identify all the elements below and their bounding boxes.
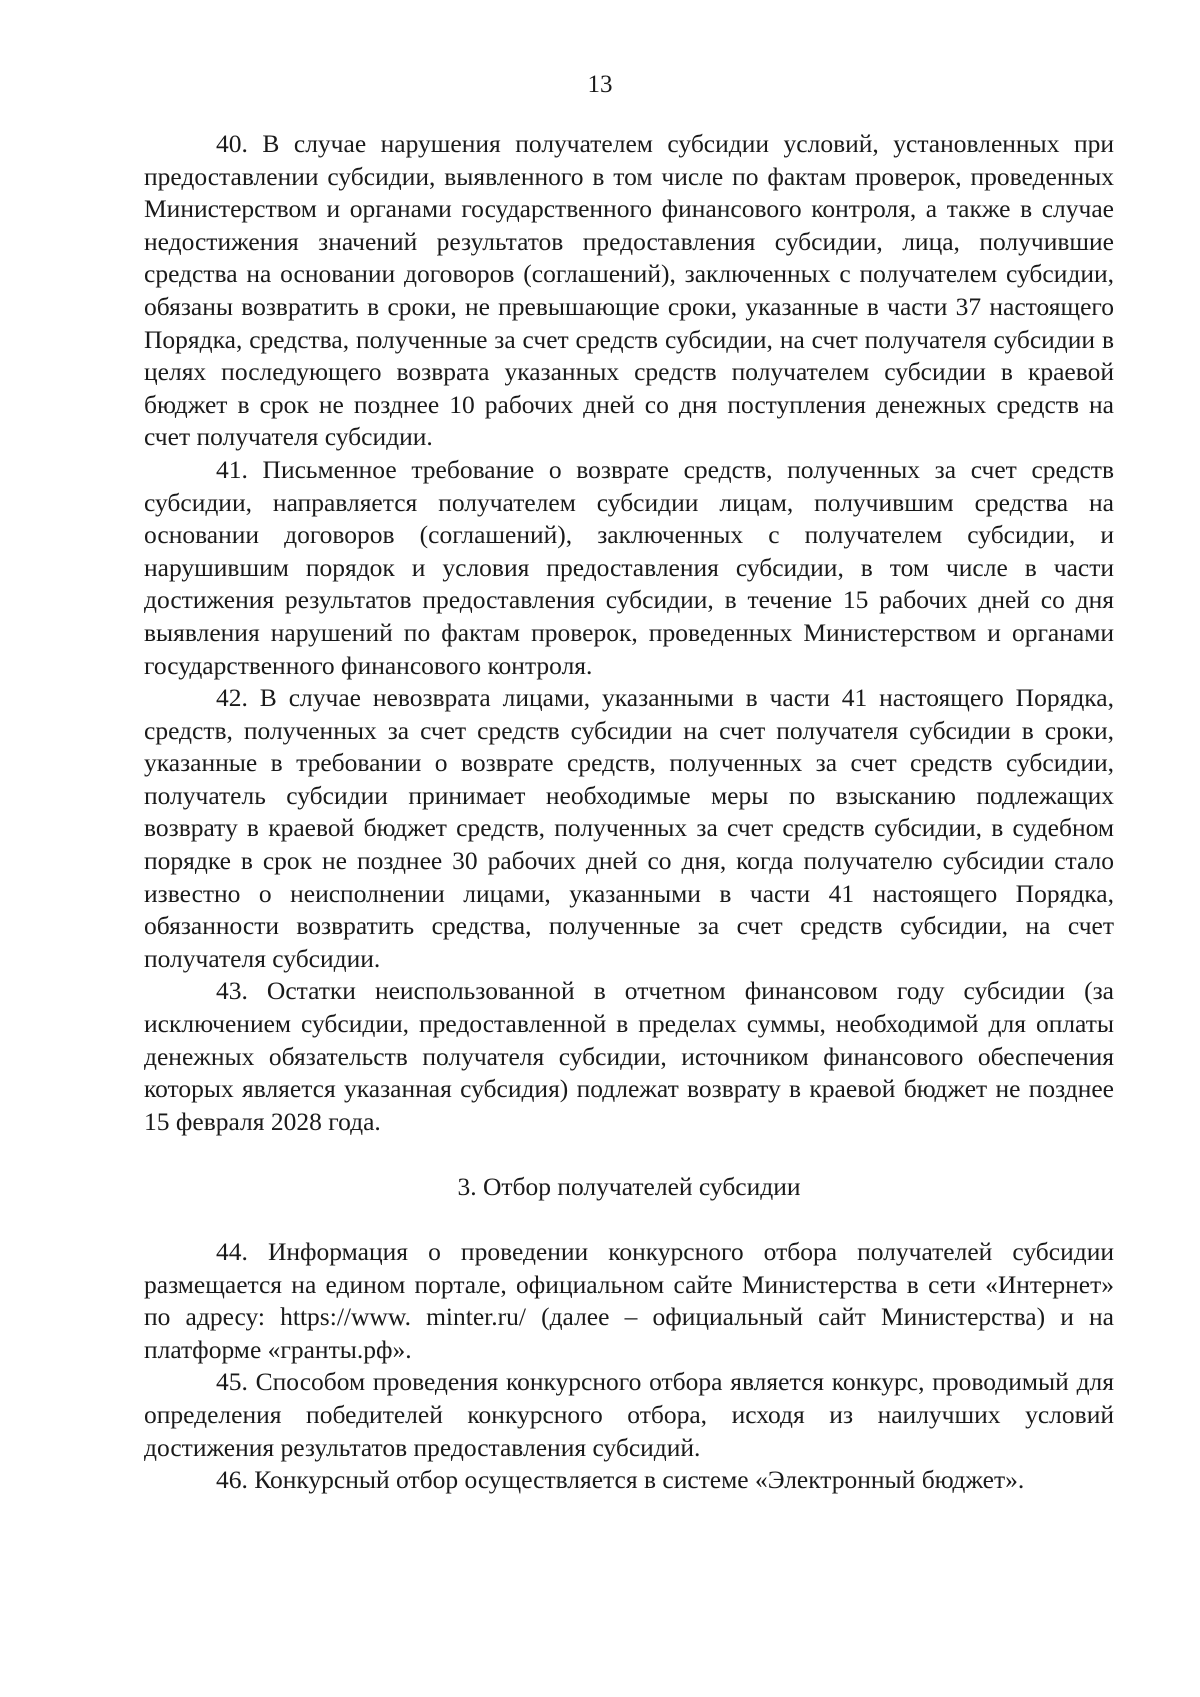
paragraph-40: 40. В случае нарушения получателем субсидии условий, установленных при предоставлении субсидии, выявленного в том числе по фактам проверок, проведенных Министерством и органами государственного финансового контроля, а также в случае недостижения значений результатов предоставления субсидии, лица, получившие средства на основании договоров (соглашений), заключенных с получателем субсидии, обязаны возвратить в сроки, не превышающие сроки, указанные в части 37 настоящего Порядка, средства, полученные за счет средств субсидии, на счет получателя субсидии в целях последующего возврата указанных средств получателем субсидии в краевой бюджет в срок не позднее 10 рабочих дней со дня поступления денежных средств на счет получателя субсидии. bbox=[144, 129, 1114, 452]
paragraph-41: 41. Письменное требование о возврате средств, полученных за счет средств субсидии, направляется получателем субсидии лицам, получившим средства на основании договоров (соглашений), заключенных с получателем субсидии, и нарушившим порядок и условия предоставления субсидии, в том числе в части достижения результатов предоставления субсидии, в течение 15 рабочих дней со дня выявления нарушений по фактам проверок, проведенных Министерством и органами государственного финансового контроля. bbox=[144, 454, 1114, 680]
paragraph-42: 42. В случае невозврата лицами, указанными в части 41 настоящего Порядка, средств, полученных за счет средств субсидии на счет получателя субсидии в сроки, указанные в требовании о возврате средств, полученных за счет средств субсидии, получатель субсидии принимает необходимые меры по взысканию подлежащих возврату в краевой бюджет средств, полученных за счет средств субсидии, в судебном порядке в срок не позднее 30 рабочих дней со дня, когда получателю субсидии стало известно о неисполнении лицами, указанными в части 41 настоящего Порядка, обязанности возвратить средства, полученные за счет средств субсидии, на счет получателя субсидии. bbox=[144, 683, 1114, 973]
document-body bbox=[144, 128, 1114, 1497]
paragraph-43: 43. Остатки неиспользованной в отчетном финансовом году субсидии (за исключением субсидии, предоставленной в пределах суммы, необходимой для оплаты денежных обязательств получателя субсидии, источником финансового обеспечения которых является указанная субсидия) подлежат возврату в краевой бюджет не позднее 15 февраля 2028 года. bbox=[144, 976, 1114, 1136]
page-number: 13 bbox=[587, 71, 613, 98]
section-heading: 3. Отбор получателей субсидии bbox=[457, 1172, 801, 1202]
paragraph-45: 45. Способом проведения конкурсного отбора является конкурс, проводимый для определения победителей конкурсного отбора, исходя из наилучших условий достижения результатов предоставления субсидий. bbox=[144, 1367, 1114, 1462]
spacer bbox=[144, 1138, 1114, 1171]
spacer bbox=[144, 1204, 1114, 1236]
paragraph-44: 44. Информация о проведении конкурсного отбора получателей субсидии размещается на едином портале, официальном сайте Министерства в сети «Интернет» по адресу: https://www. minter.ru/ (далее – официальный сайт Министерства) и на платформе «гранты.рф». bbox=[144, 1237, 1114, 1364]
paragraph-46: 46. Конкурсный отбор осуществляется в системе «Электронный бюджет». bbox=[216, 1465, 1025, 1495]
